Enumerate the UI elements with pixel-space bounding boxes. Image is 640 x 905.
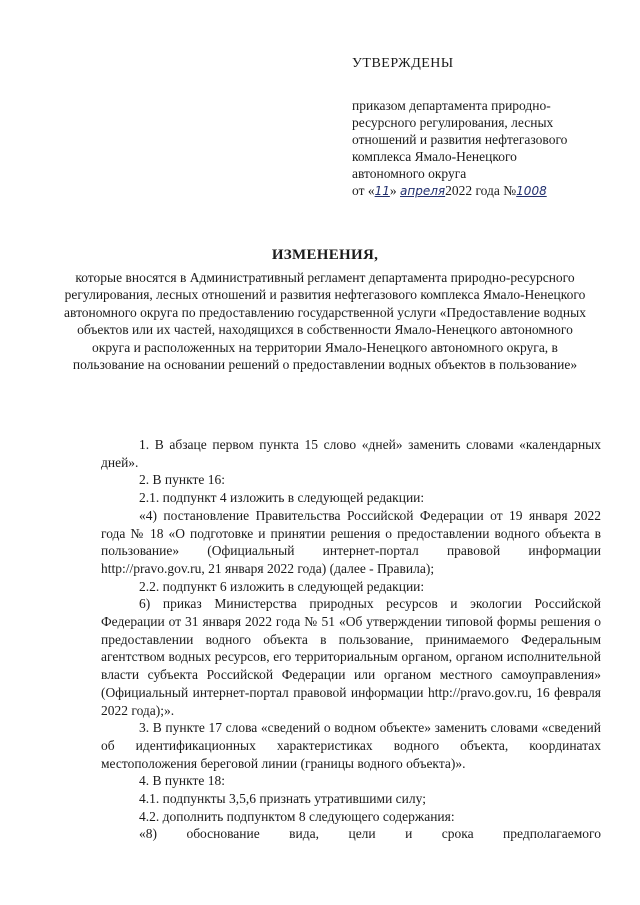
handwritten-day: 11 bbox=[374, 184, 390, 198]
approval-line: комплекса Ямало-Ненецкого bbox=[352, 149, 517, 164]
paragraph: 2.1. подпункт 4 изложить в следующей редакции: bbox=[139, 490, 425, 506]
handwritten-month: апреля bbox=[400, 184, 446, 198]
approval-block bbox=[352, 55, 602, 200]
paragraph: 2. В пункте 16: bbox=[139, 472, 225, 488]
approval-heading: УТВЕРЖДЕНЫ bbox=[352, 56, 454, 71]
document-body bbox=[101, 436, 601, 843]
paragraph: 3. В пункте 17 слова «сведений о водном объекте» заменить словами «сведений об идентификационных характеристиках водного объекта, координатах местоположения береговой линии (границы водного объекта)». bbox=[101, 720, 601, 771]
paragraph: «4) постановление Правительства Российской Федерации от 19 января 2022 года № 18 «О подготовке и принятии решения о предоставлении водного объекта в пользование» (Официальный интернет-портал правовой информации http://pravo.gov.ru, 21 января 2022 года) (далее - Правила); bbox=[101, 507, 601, 576]
document-subtitle: которые вносятся в Административный регламент департамента природно-ресурсного регулирования, лесных отношений и развития нефтегазового комплекса Ямало-Ненецкого автономного округа по предоставлению государственной услуги «Предоставление водных объектов или их частей, находящихся в собственности Ямало-Ненецкого автономного округа и расположенных на территории Ямало-Ненецкого автономного округа, в пользование на основании решений о предоставлении водных объектов в пользование» bbox=[64, 270, 586, 373]
paragraph: «8) обоснование вида, цели и срока предполагаемого bbox=[139, 826, 601, 842]
approval-line: ресурсного регулирования, лесных bbox=[352, 115, 554, 130]
approval-line: отношений и развития нефтегазового bbox=[352, 132, 568, 147]
paragraph: 4.1. подпункты 3,5,6 признать утратившими силу; bbox=[139, 791, 426, 807]
paragraph: 4. В пункте 18: bbox=[139, 773, 225, 789]
date-mid: » bbox=[389, 183, 401, 198]
document-title: ИЗМЕНЕНИЯ, bbox=[271, 247, 379, 263]
date-prefix: от « bbox=[352, 183, 375, 198]
title-block bbox=[60, 247, 590, 373]
paragraph: 1. В абзаце первом пункта 15 слово «дней» заменить словами «календарных дней». bbox=[101, 437, 601, 470]
date-year: 2022 года № bbox=[445, 183, 517, 198]
paragraph: 6) приказ Министерства природных ресурсов и экологии Российской Федерации от 31 января 2022 года № 51 «Об утверждении типовой формы решения о предоставлении водного объекта в пользование, принимаемого Федеральным агентством водных ресурсов, его территориальным органом, органом исполнительной власти субъекта Российской Федерации или органом местного самоуправления» (Официальный интернет-портал правовой информации http://pravo.gov.ru, 16 февраля 2022 года);». bbox=[101, 596, 601, 718]
approval-date-line bbox=[352, 182, 602, 200]
approval-line: приказом департамента природно- bbox=[352, 98, 551, 113]
paragraph: 4.2. дополнить подпунктом 8 следующего содержания: bbox=[139, 808, 455, 824]
handwritten-doc-number: 1008 bbox=[516, 184, 547, 198]
paragraph: 2.2. подпункт 6 изложить в следующей редакции: bbox=[139, 578, 425, 594]
approval-line: автономного округа bbox=[352, 166, 467, 181]
